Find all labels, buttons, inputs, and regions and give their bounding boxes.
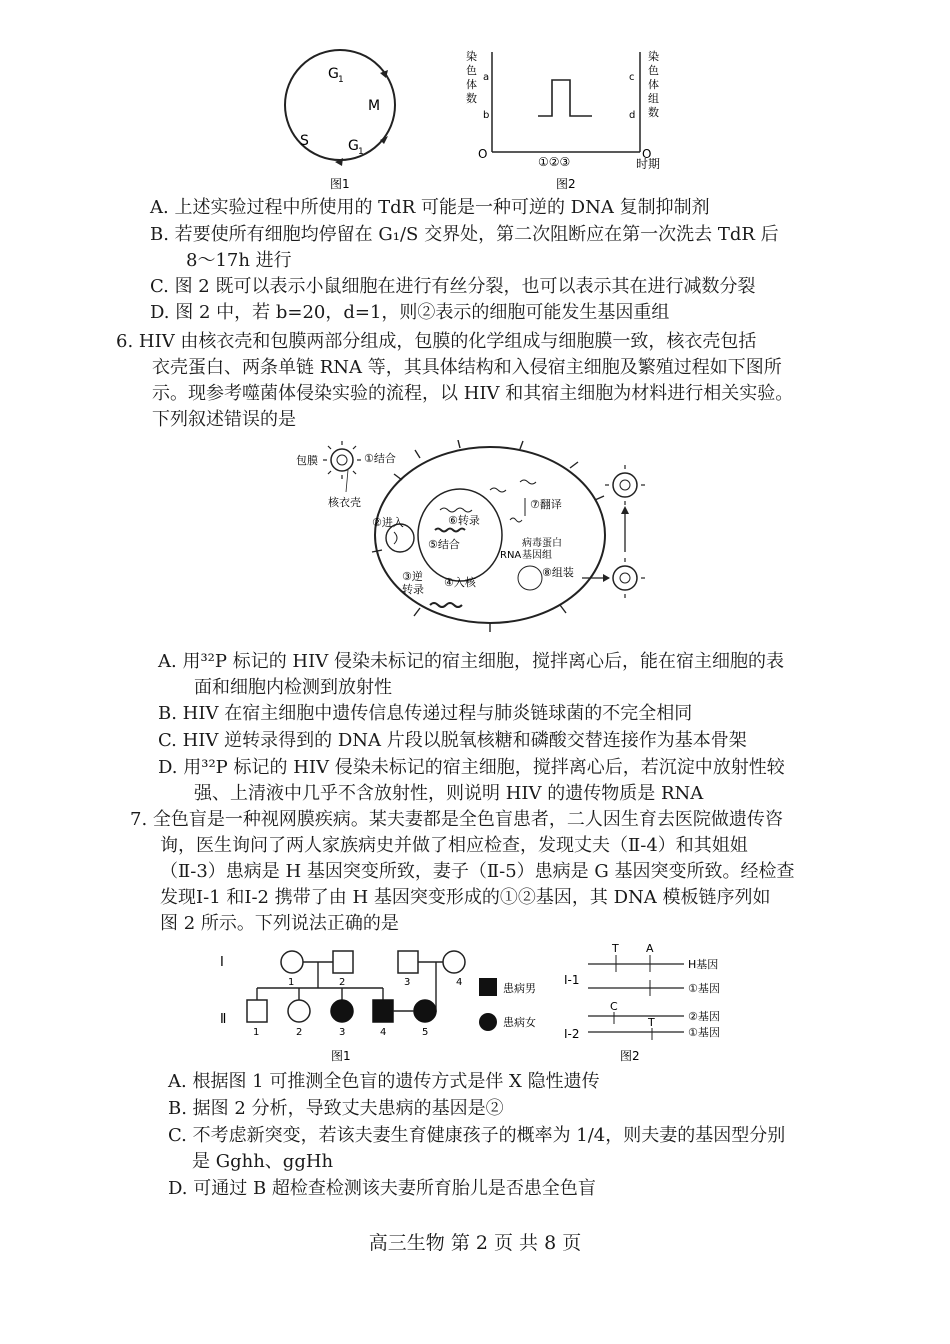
base-a: A: [646, 942, 654, 955]
nucleus: [418, 489, 502, 581]
sequence-figure: [560, 938, 760, 1068]
ii3-number: 3: [339, 1027, 346, 1038]
phase-g1-top: G: [328, 66, 339, 82]
origin-right: O: [642, 147, 652, 161]
q7-option-d: D. 可通过 B 超检查检测该夫妻所育胎儿是否患全色盲: [168, 1178, 596, 1199]
label-enter: ②进入: [372, 516, 404, 529]
q7-stem-line: 图 2 所示。下列说法正确的是: [160, 913, 399, 934]
q6-stem-line: 衣壳蛋白、两条单链 RNA 等，其具体结构和入侵宿主细胞及繁殖过程如下图所: [152, 357, 782, 378]
i4-female: [443, 951, 465, 973]
origin-left: O: [478, 147, 488, 161]
hiv-diagram: [290, 440, 710, 640]
right-label-char: 色: [648, 64, 659, 77]
q5-option-b: B. 若要使所有细胞均停留在 G₁/S 交界处，第二次阻断应在第一次洗去 TdR 后: [150, 224, 779, 245]
label-transcribe: ⑥转录: [448, 514, 480, 527]
label-gene1-a: ①基因: [688, 982, 720, 995]
legend-male: 患病男: [503, 982, 536, 995]
q7-option-c-cont: 是 Gghh、ggHh: [192, 1151, 334, 1172]
q6-stem-line: 下列叙述错误的是: [152, 409, 296, 430]
q6-stem-line: 6. HIV 由核衣壳和包膜两部分组成，包膜的化学组成与细胞膜一致，核衣壳包括: [116, 331, 757, 352]
ii3-affected-female: [331, 1000, 353, 1022]
legend-female-swatch: [479, 1013, 497, 1031]
q7-option-a: A. 根据图 1 可推测全色盲的遗传方式是伴 X 隐性遗传: [168, 1071, 600, 1092]
fig2-x-label: 时期: [636, 157, 661, 171]
fig2-step-line: [538, 80, 592, 116]
legend-female: 患病女: [503, 1016, 536, 1029]
host-cell: [375, 447, 605, 623]
left-label-char: 色: [466, 64, 477, 77]
label-assemble: ⑧组装: [542, 566, 574, 579]
q7-option-b: B. 据图 2 分析，导致丈夫患病的基因是②: [168, 1098, 504, 1119]
i2-number: 2: [339, 977, 346, 988]
legend-male-swatch: [479, 978, 497, 996]
label-rna-genome-2: 基因组: [522, 550, 552, 561]
i1-female: [281, 951, 303, 973]
i4-number: 4: [456, 977, 463, 988]
tick-c: c: [629, 72, 635, 83]
ii4-affected-male: [373, 1000, 393, 1022]
q5-option-a: A. 上述实验过程中所使用的 TdR 可能是一种可逆的 DNA 复制抑制剂: [150, 197, 710, 218]
right-label-char: 数: [648, 106, 659, 119]
ii5-affected-female: [414, 1000, 436, 1022]
ii2-female: [288, 1000, 310, 1022]
i1-number: 1: [288, 977, 295, 988]
q6-option-d: D. 用³²P 标记的 HIV 侵染未标记的宿主细胞，搅拌离心后，若沉淀中放射性较: [158, 757, 785, 778]
right-label-char: 体: [648, 78, 659, 91]
label-h-gene: H基因: [688, 958, 719, 971]
q5-option-c: C. 图 2 既可以表示小鼠细胞在进行有丝分裂，也可以表示其在进行减数分裂: [150, 276, 756, 297]
label-rna-genome-1: RNA: [500, 550, 522, 561]
gen2-label: Ⅱ: [220, 1012, 227, 1027]
label-reverse-2: 转录: [402, 583, 424, 596]
pedigree-figure: [215, 938, 570, 1068]
q6-option-d-cont: 强、上清液中几乎不含放射性，则说明 HIV 的遗传物质是 RNA: [194, 783, 704, 804]
fig1-caption: 图1: [330, 177, 350, 191]
q6-option-b: B. HIV 在宿主细胞中遗传信息传递过程与肺炎链球菌的不完全相同: [158, 703, 693, 724]
i2-male: [333, 951, 353, 973]
label-gene1-b: ①基因: [688, 1026, 720, 1039]
ii1-male: [247, 1000, 267, 1022]
right-label-char: 组: [648, 92, 659, 105]
left-label-char: 数: [466, 92, 477, 105]
fig2-caption: 图2: [556, 177, 576, 191]
left-label-char: 染: [466, 50, 477, 63]
label-combine: ⑤结合: [428, 538, 460, 551]
i3-number: 3: [404, 977, 411, 988]
phase-m: M: [368, 98, 381, 114]
q7-stem-line: 询，医生询问了两人家族病史并做了相应检查，发现丈夫（Ⅱ-4）和其姐姐: [160, 835, 748, 856]
tick-a: a: [483, 72, 490, 83]
label-translate: ⑦翻译: [530, 498, 562, 511]
hiv-virus-entering: [323, 441, 361, 479]
ii2-number: 2: [296, 1027, 303, 1038]
right-label-char: 染: [648, 50, 659, 63]
ii1-number: 1: [253, 1027, 260, 1038]
hiv-virus-released: [582, 465, 645, 598]
q6-stem-line: 示。现参考噬菌体侵染实验的流程，以 HIV 和其宿主细胞为材料进行相关实验。: [152, 383, 794, 404]
q7-stem-line: （Ⅱ-3）患病是 H 基因突变所致，妻子（Ⅱ-5）患病是 G 基因突变所致。经检查: [160, 861, 795, 882]
label-i2: Ⅰ-2: [564, 1027, 580, 1041]
label-reverse-1: ③逆: [402, 570, 423, 583]
phase-g1-bottom-sub: 1: [358, 147, 364, 157]
label-i1: Ⅰ-1: [564, 973, 580, 987]
phase-g1-bottom: G: [348, 138, 359, 154]
q6-option-a: A. 用³²P 标记的 HIV 侵染未标记的宿主细胞，搅拌离心后，能在宿主细胞的表: [158, 651, 784, 672]
i3-male: [398, 951, 418, 973]
sequence-caption: 图2: [620, 1049, 640, 1063]
base-t2: T: [648, 1016, 655, 1029]
gen1-label: Ⅰ: [220, 955, 224, 970]
q6-option-c: C. HIV 逆转录得到的 DNA 片段以脱氧核糖和磷酸交替连接作为基本骨架: [158, 730, 747, 751]
fig2-x-marks: ①②③: [538, 155, 571, 169]
q7-stem-line: 发现Ⅰ-1 和Ⅰ-2 携带了由 H 基因突变形成的①②基因，其 DNA 模板链序列如: [160, 887, 771, 908]
q6-option-a-cont: 面和细胞内检测到放射性: [194, 677, 392, 698]
label-into-nucleus: ④入核: [444, 576, 476, 589]
phase-g1-top-sub: 1: [338, 75, 344, 85]
q7-option-c: C. 不考虑新突变，若该夫妻生育健康孩子的概率为 1/4，则夫妻的基因型分别: [168, 1125, 786, 1146]
ii5-number: 5: [422, 1027, 429, 1038]
tick-b: b: [483, 110, 490, 121]
tick-d: d: [629, 110, 636, 121]
fig2-right-label: [648, 49, 659, 119]
label-gene2: ②基因: [688, 1010, 720, 1023]
page-footer: 高三生物 第 2 页 共 8 页: [368, 1232, 582, 1254]
ii4-number: 4: [380, 1027, 387, 1038]
base-t1: T: [612, 942, 619, 955]
pedigree-caption: 图1: [331, 1049, 351, 1063]
label-viral-protein: 病毒蛋白: [522, 538, 562, 549]
label-envelope: 包膜: [296, 454, 318, 467]
label-capsid: 核衣壳: [328, 496, 361, 509]
q5-figures: [280, 40, 700, 200]
left-label-char: 体: [466, 78, 477, 91]
q5-option-d: D. 图 2 中，若 b=20，d=1，则②表示的细胞可能发生基因重组: [150, 302, 670, 323]
q5-option-b-cont: 8～17h 进行: [186, 250, 292, 271]
fig2-left-label: [466, 49, 477, 105]
label-bind: ①结合: [364, 452, 396, 465]
base-c: C: [610, 1000, 618, 1013]
q7-stem-line: 7. 全色盲是一种视网膜疾病。某夫妻都是全色盲患者，二人因生育去医院做遗传咨: [130, 809, 783, 830]
phase-s: S: [300, 133, 309, 149]
